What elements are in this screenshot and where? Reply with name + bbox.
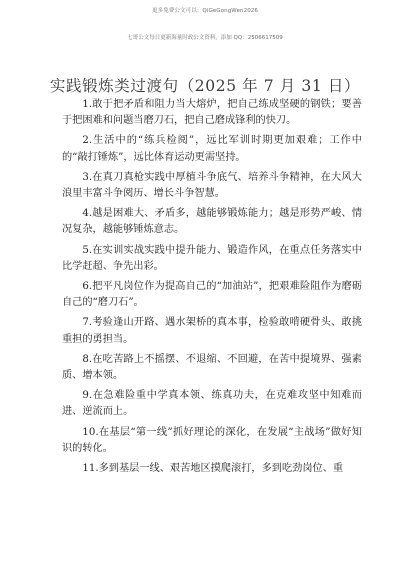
paragraph-5: 5.在实训实战实践中提升能力、锻造作风，在重点任务落实中比学赶超、争先出彩。 <box>62 244 362 272</box>
paragraph-9: 9.在急难险重中学真本领、练真功夫，在克难攻坚中知难而进、逆流而上。 <box>62 390 362 418</box>
paragraph-11: 11.多到基层一线、艰苦地区摸爬滚打，多到吃劲岗位、重 <box>82 463 344 475</box>
paragraph-2: 2.生活中的“练兵检阅”，远比军训时期更加艰难；工作中的“敲打锤炼”，远比体育运动更需坚持。 <box>62 135 362 163</box>
paragraph-6: 6.把平凡岗位作为提高自己的“加油站”，把艰难险阻作为磨砺自己的“磨刀石”。 <box>62 281 362 309</box>
paragraph-10: 10.在基层“第一线”抓好理论的深化，在发展“主战场”做好知识的转化。 <box>62 426 362 454</box>
paragraph-4: 4.越是困难大、矛盾多，越能够锻炼能力；越是形势严峻、情况复杂，越能够锤炼意志。 <box>62 208 362 236</box>
header-top-note: 更多免费公文可以：QiGeGongWen2026 <box>152 8 258 14</box>
document-body <box>62 97 362 481</box>
paragraph-3: 3.在真刀真枪实践中厚植斗争底气、培养斗争精神，在大风大浪里丰富斗争阅历、增长斗争智慧。 <box>62 171 362 200</box>
document-title: 实践锻炼类过渡句（2025 年 7 月 31 日） <box>49 77 361 95</box>
paragraph-1: 1.敢于把矛盾和阻力当大熔炉，把自己练成坚硬的钢铁；要善于把困难和问题当磨刀石，把自己磨成锋利的快刀。 <box>62 99 362 127</box>
header-sub-note: 七哥公文每日更新海量时政公文资料，添加 QQ：2506617509 <box>127 35 283 41</box>
paragraph-8: 8.在吃苦路上不摇摆、不退缩、不回避，在苦中提境界、强素质、增本领。 <box>62 353 362 382</box>
paragraph-7: 7.考验逢山开路、遇水架桥的真本事，检验敢啃硬骨头、敢挑重担的勇担当。 <box>62 317 362 345</box>
